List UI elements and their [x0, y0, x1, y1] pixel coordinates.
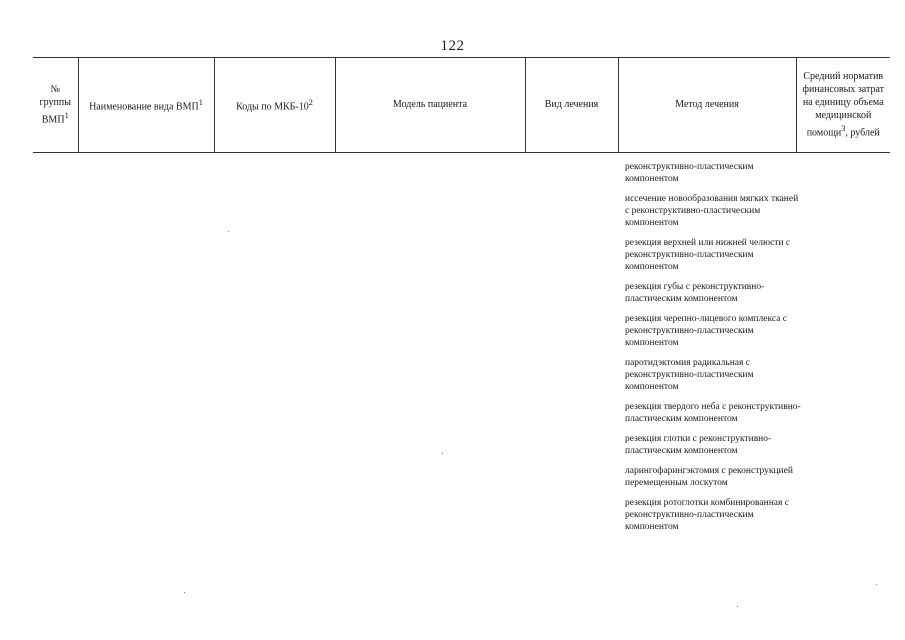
scan-speck: [184, 592, 185, 593]
header-patient-model: Модель пациента: [335, 57, 525, 153]
method-item: иссечение новообразования мягких тканей с реконструктивно-пластическим компонентом: [625, 194, 799, 228]
scan-speck: [876, 584, 877, 585]
method-item: резекция твердого неба с реконструктивно-пластическим компонентом: [625, 402, 801, 424]
treatment-method-list: [625, 161, 803, 541]
header-treatment-method: Метод лечения: [618, 57, 796, 153]
page-number: 122: [440, 38, 465, 54]
method-item: резекция ротоглотки комбинированная с реконструктивно-пластическим компонентом: [625, 498, 789, 532]
method-item: ларингофарингэктомия с реконструкцией перемещенным лоскутом: [625, 466, 793, 488]
header-treatment-type: Вид лечения: [525, 57, 618, 153]
method-item: паротидэктомия радикальная с реконструктивно-пластическим компонентом: [625, 358, 754, 392]
header-financial-norm: Средний норматив финансовых затрат на единицу объема медицинской помощи$^3$, рублей: [796, 57, 890, 153]
header-vmp-name: Наименование вида ВМП$^1$: [78, 57, 214, 153]
table-header: [33, 57, 890, 153]
scan-speck: [442, 453, 443, 454]
scan-speck: [228, 231, 229, 232]
method-item: резекция черепно-лицевого комплекса с реконструктивно-пластическим компонентом: [625, 314, 787, 348]
method-item: резекция верхней или нижней челюсти с реконструктивно-пластическим компонентом: [625, 238, 791, 272]
method-item: резекция губы с реконструктивно-пластическим компонентом: [625, 282, 765, 304]
method-item: резекция глотки с реконструктивно-пластическим компонентом: [625, 434, 772, 456]
header-group-number: № группы ВМП$^1$: [33, 57, 78, 153]
scan-speck: [737, 606, 738, 607]
header-icd-codes: Коды по МКБ-$10^2$: [214, 57, 335, 153]
method-item: реконструктивно-пластическим компонентом: [625, 162, 754, 184]
